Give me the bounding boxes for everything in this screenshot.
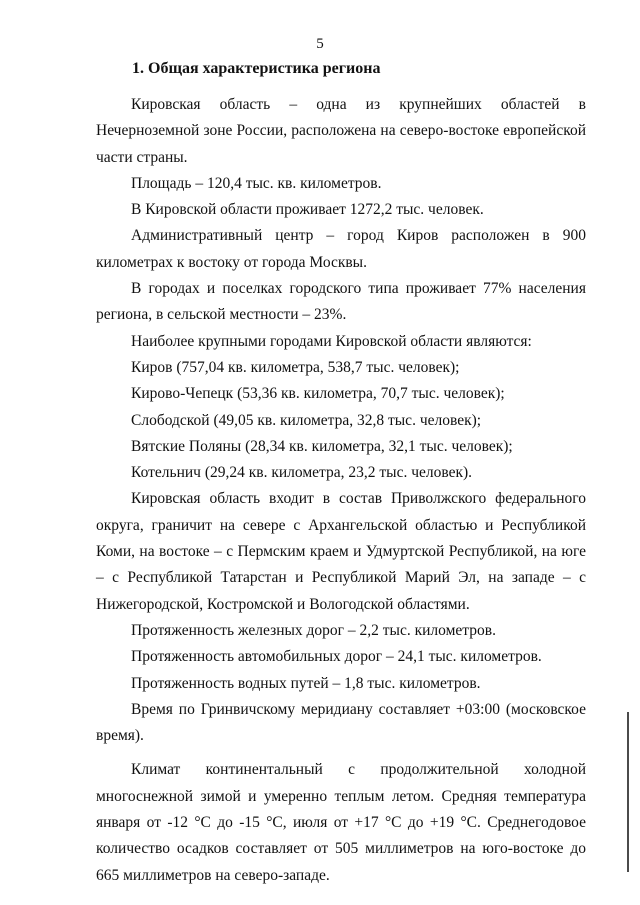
- section-heading: 1. Общая характеристика региона: [132, 60, 381, 77]
- scan-edge-mark: [627, 712, 629, 872]
- list-item-city: Киров (757,04 кв. километра, 538,7 тыс. человек);: [131, 358, 460, 376]
- list-item-city: Кирово-Чепецк (53,36 кв. километра, 70,7 тыс. человек);: [131, 385, 505, 403]
- paragraph-urban-rural: В городах и поселках городского типа проживает 77% населения региона, в сельской местности – 23%.: [96, 280, 586, 324]
- list-item-city: Вятские Поляны (28,34 кв. километра, 32,1 тыс. человек);: [131, 437, 513, 455]
- paragraph-railways: Протяженность железных дорог – 2,2 тыс. километров.: [131, 621, 496, 639]
- list-item-city: Котельнич (29,24 кв. километра, 23,2 тыс. человек).: [131, 464, 473, 482]
- list-item-city: Слободской (49,05 кв. километра, 32,8 тыс. человек);: [131, 411, 482, 429]
- paragraph-intro: Кировская область – одна из крупнейших областей в Нечерноземной зоне России, расположена на северо-востоке европейской части страны.: [96, 96, 586, 166]
- paragraph-largest-cities: Наиболее крупными городами Кировской области являются:: [131, 332, 532, 350]
- paragraph-timezone: Время по Гринвичскому меридиану составляет +03:00 (московское время).: [96, 700, 586, 745]
- paragraph-climate: Климат континентальный с продолжительной холодной многоснежной зимой и умеренно теплым летом. Средняя температура января от -12 °С до -15 °С, июля от +17 °С до +19 °С. Среднегодовое количество осадков составляет от 505 миллиметров на юго-востоке до 665 миллиметров на северо-западе.: [96, 761, 586, 884]
- paragraph-area: Площадь – 120,4 тыс. кв. километров.: [131, 174, 382, 192]
- paragraph-roads: Протяженность автомобильных дорог – 24,1 тыс. километров.: [131, 648, 542, 666]
- paragraph-admin-center: Административный центр – город Киров расположен в 900 километрах к востоку от города Москвы.: [96, 227, 586, 271]
- paragraph-borders: Кировская область входит в состав Приволжского федерального округа, граничит на севере с Архангельской областью и Республикой Коми, на востоке – с Пермским краем и Удмуртской Республикой, на юге – с Республикой Татарстан и Республикой Марий Эл, на западе – с Нижегородской, Костромской и Вологодской областями.: [96, 490, 586, 613]
- paragraph-waterways: Протяженность водных путей – 1,8 тыс. километров.: [131, 674, 481, 692]
- document-body: [96, 92, 586, 889]
- page-number: 5: [316, 36, 324, 52]
- paragraph-population: В Кировской области проживает 1272,2 тыс. человек.: [131, 201, 484, 219]
